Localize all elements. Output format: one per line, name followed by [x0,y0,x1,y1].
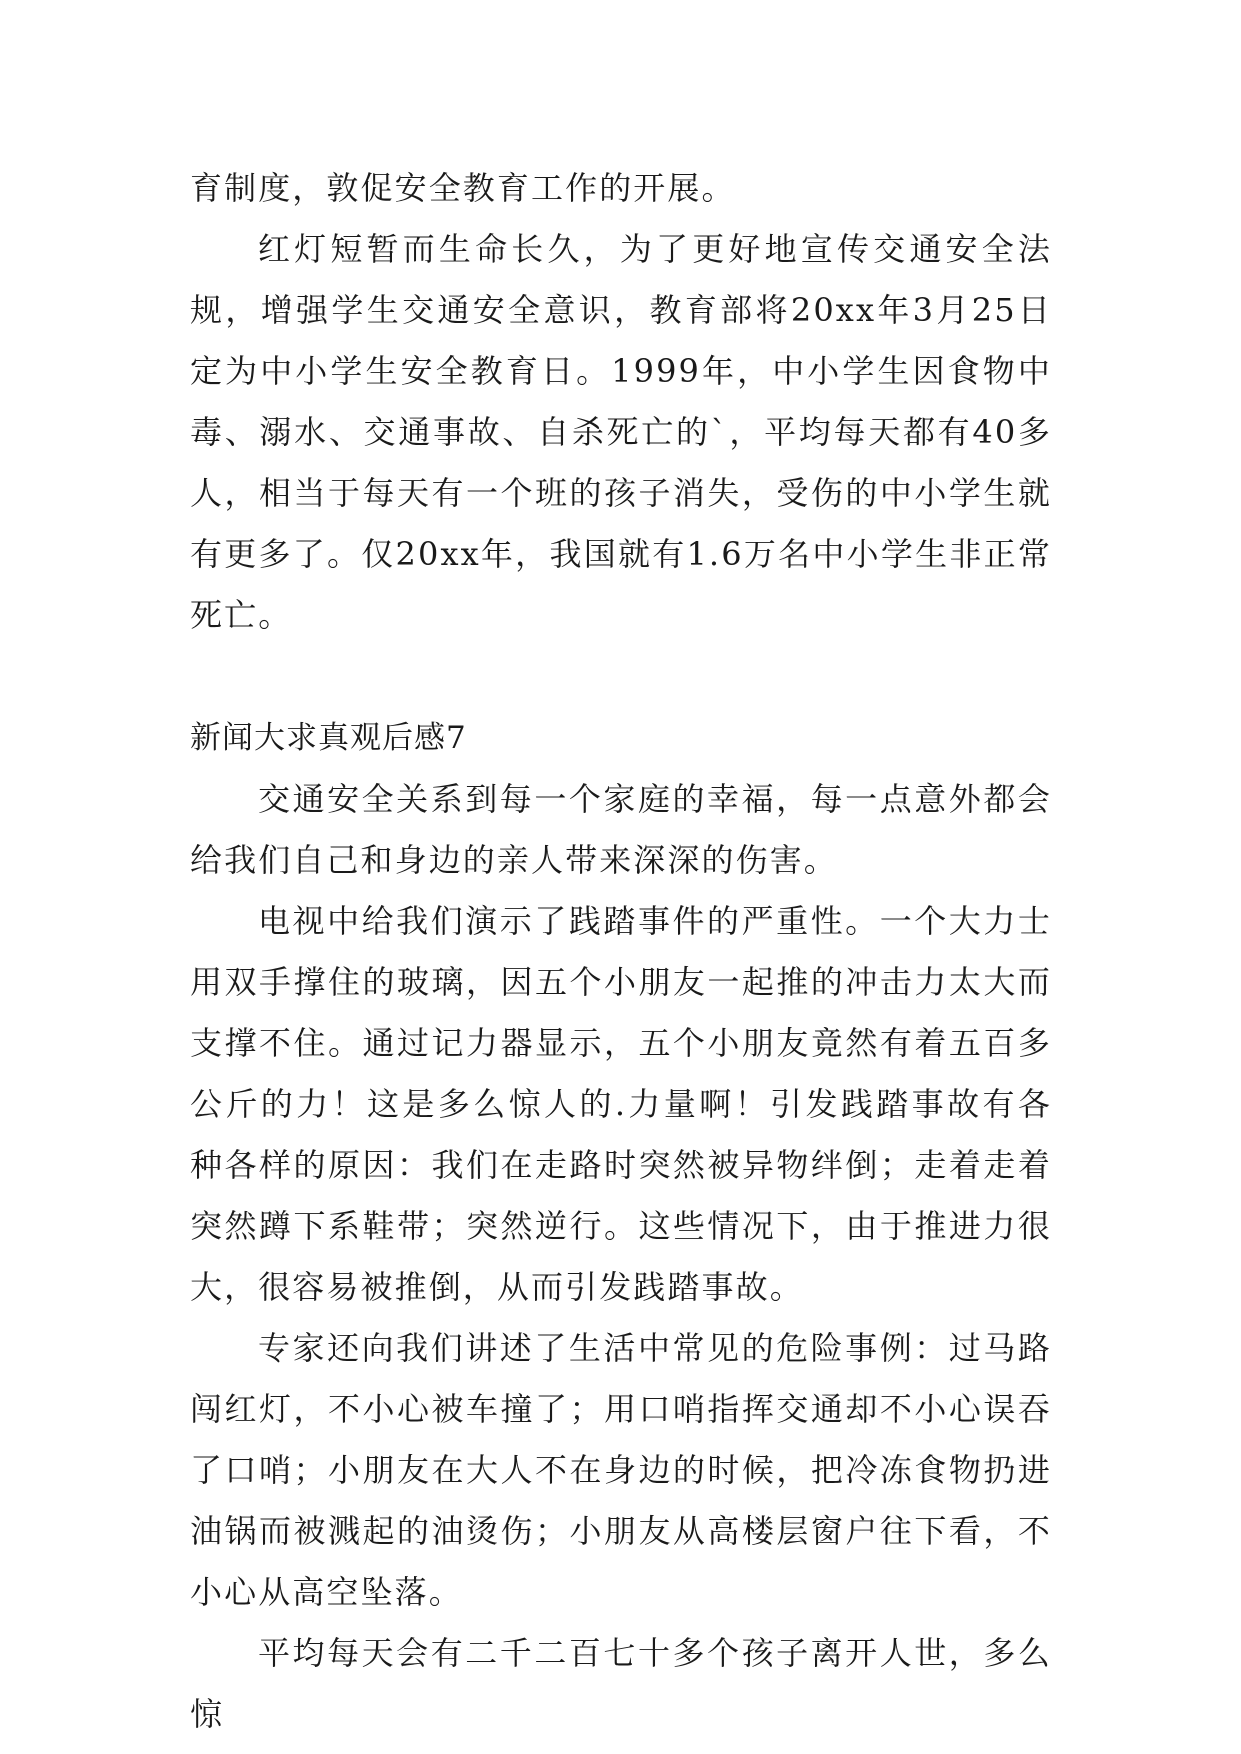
section-continued-text [190,158,1052,646]
document-body [190,158,1052,1745]
paragraph: 交通安全关系到每一个家庭的幸福，每一点意外都会给我们自己和身边的亲人带来深深的伤害。 [190,780,1052,879]
paragraph: 电视中给我们演示了践踏事件的严重性。一个大力士用双手撑住的玻璃，因五个小朋友一起推的冲击力太大而支撑不住。通过记力器显示，五个小朋友竟然有着五百多公斤的力！这是多么惊人的.力量啊！引发践踏事故有各种各样的原因：我们在走路时突然被异物绊倒；走着走着突然蹲下系鞋带；突然逆行。这些情况下，由于推进力很大，很容易被推倒，从而引发践踏事故。 [190,902,1052,1306]
paragraph: 育制度，敦促安全教育工作的开展。 [190,169,736,207]
paragraph: 平均每天会有二千二百七十多个孩子离开人世，多么惊 [190,1634,1052,1733]
paragraph: 专家还向我们讲述了生活中常见的危险事例：过马路闯红灯，不小心被车撞了；用口哨指挥交通却不小心误吞了口哨；小朋友在大人不在身边的时候，把冷冻食物扔进油锅而被溅起的油烫伤；小朋友从高楼层窗户往下看，不小心从高空坠落。 [190,1329,1052,1611]
section-heading: 新闻大求真观后感7 [190,720,467,756]
paragraph: 红灯短暂而生命长久，为了更好地宣传交通安全法规，增强学生交通安全意识，教育部将20xx年3月25日定为中小学生安全教育日。1999年，中小学生因食物中毒、溺水、交通事故、自杀死亡的`，平均每天都有40多人，相当于每天有一个班的孩子消失，受伤的中小学生就有更多了。仅20xx年，我国就有1.6万名中小学生非正常死亡。 [190,230,1052,634]
section-reflection-7 [190,708,1052,1745]
